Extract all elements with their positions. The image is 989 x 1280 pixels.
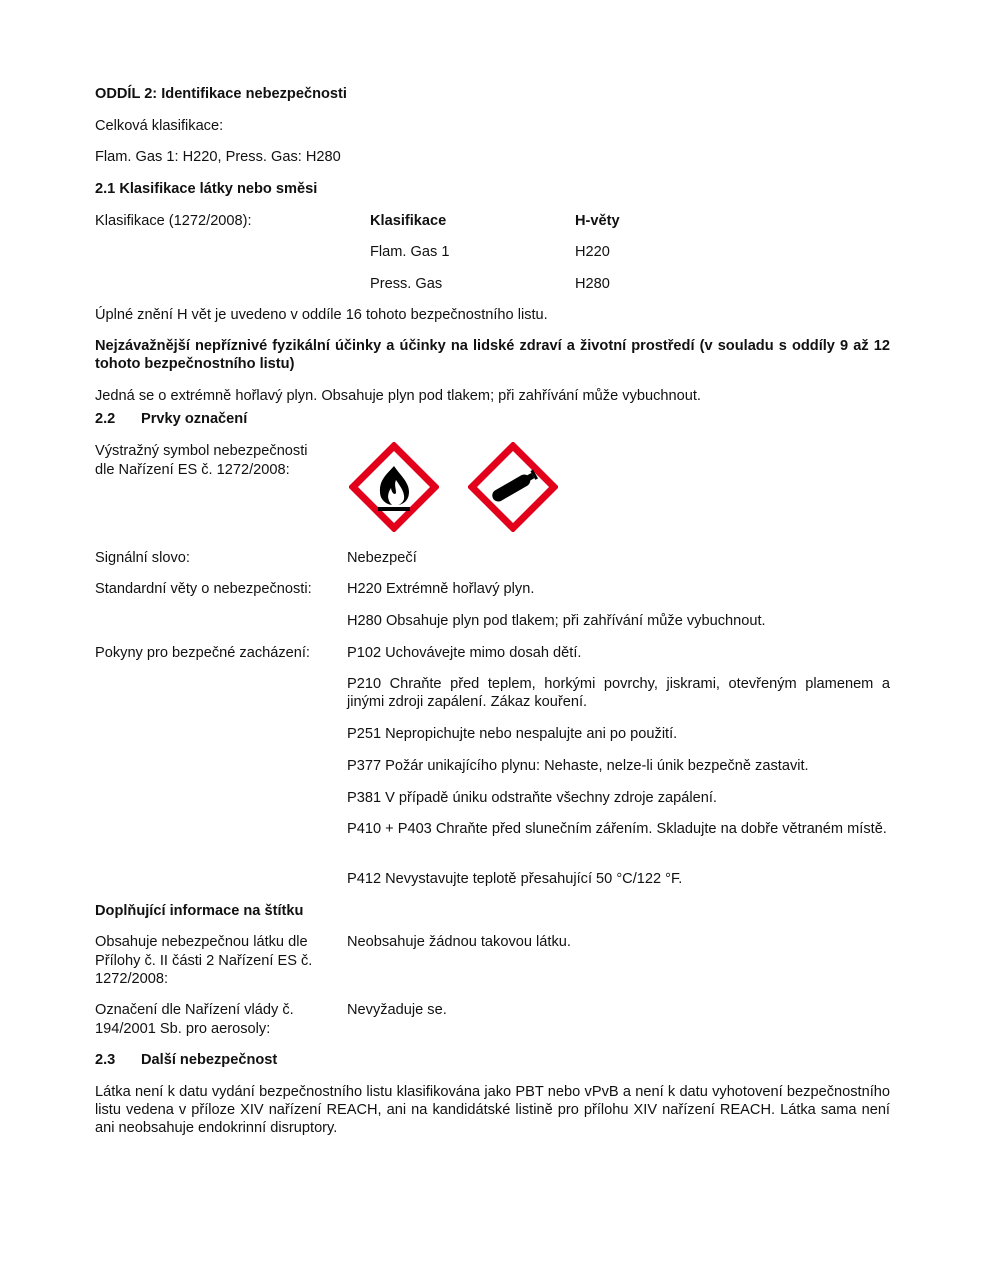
hazard-statement: H220 Extrémně hořlavý plyn. [347, 581, 535, 597]
classification-label: Klasifikace (1272/2008): [95, 213, 252, 229]
section-title: ODDÍL 2: Identifikace nebezpečnosti [95, 86, 347, 102]
precautionary-statement: P251 Nepropichujte nebo nespalujte ani po použití. [347, 726, 678, 742]
table-cell: H220 [575, 244, 610, 260]
subsection-2-2-title: Prvky označení [141, 411, 248, 427]
precautionary-statement: P102 Uchovávejte mimo dosah dětí. [347, 645, 582, 661]
aerosol-label-line-1: Označení dle Nařízení vlády č. [95, 1002, 294, 1018]
annex-value: Neobsahuje žádnou takovou látku. [347, 934, 571, 950]
table-cell: H280 [575, 276, 610, 292]
annex-label-line-3: 1272/2008: [95, 971, 169, 987]
annex-label-line-1: Obsahuje nebezpečnou látku dle [95, 934, 308, 950]
overall-classification-value: Flam. Gas 1: H220, Press. Gas: H280 [95, 149, 341, 165]
adverse-effects-text: Jedná se o extrémně hořlavý plyn. Obsahuje plyn pod tlakem; při zahřívání může vybuchnout. [95, 388, 701, 404]
precautionary-statement: P381 V případě úniku odstraňte všechny zdroje zapálení. [347, 790, 717, 806]
hazard-statements-label: Standardní věty o nebezpečnosti: [95, 581, 312, 597]
table-cell: Press. Gas [370, 276, 443, 292]
overall-classification-label: Celková klasifikace: [95, 118, 224, 134]
precautionary-statement: P377 Požár unikajícího plynu: Nehaste, nelze-li únik bezpečně zastavit. [347, 758, 809, 774]
precautionary-statement: P412 Nevystavujte teplotě přesahující 50 °C/122 °F. [347, 871, 683, 887]
pictogram-label-line-1: Výstražný symbol nebezpečnosti [95, 443, 308, 459]
table-header-classification: Klasifikace [370, 213, 447, 229]
table-header-h-statements: H-věty [575, 213, 620, 229]
hazard-statement: H280 Obsahuje plyn pod tlakem; při zahřívání může vybuchnout. [347, 613, 766, 629]
precautionary-statement: P410 + P403 Chraňte před slunečním zářením. Skladujte na dobře větraném místě. [347, 821, 887, 837]
precautionary-statement: P210 Chraňte před teplem, horkými povrchy, jiskrami, otevřeným plamenem a jinými zdroji zapálení. Zákaz kouření. [347, 676, 890, 710]
table-cell: Flam. Gas 1 [370, 244, 450, 260]
other-hazards-text: Látka není k datu vydání bezpečnostního listu klasifikována jako PBT nebo vPvB a není k datu vyhotovení bezpečnostního listu vedena v příloze XIV nařízení REACH, ani na kandidátské listině pro přílohu XIV nařízení REACH. Látka sama není ani neobsahuje endokrinní disruptory. [95, 1084, 890, 1136]
pictogram-label-line-2: dle Nařízení ES č. 1272/2008: [95, 462, 290, 478]
adverse-effects-title: Nejzávažnější nepříznivé fyzikální účinky a účinky na lidské zdraví a životní prostředí (v souladu s oddíly 9 až 12 tohoto bezpečnostního listu) [95, 338, 890, 372]
supplementary-info-title: Doplňující informace na štítku [95, 903, 304, 919]
subsection-2-3-title: Další nebezpečnost [141, 1052, 278, 1068]
ghs04-gas-cylinder-icon [468, 442, 558, 532]
subsection-2-3-number: 2.3 [95, 1052, 116, 1068]
ghs02-flame-icon [349, 442, 439, 532]
aerosol-value: Nevyžaduje se. [347, 1002, 447, 1018]
signal-word-label: Signální slovo: [95, 550, 190, 566]
signal-word-value: Nebezpečí [347, 550, 417, 566]
precautionary-statements-label: Pokyny pro bezpečné zacházení: [95, 645, 310, 661]
aerosol-label-line-2: 194/2001 Sb. pro aerosoly: [95, 1021, 271, 1037]
subsection-2-1-title: 2.1 Klasifikace látky nebo směsi [95, 181, 318, 197]
annex-label-line-2: Přílohy č. II části 2 Nařízení ES č. [95, 953, 313, 969]
full-text-note: Úplné znění H vět je uvedeno v oddíle 16 tohoto bezpečnostního listu. [95, 307, 548, 323]
subsection-2-2-number: 2.2 [95, 411, 116, 427]
